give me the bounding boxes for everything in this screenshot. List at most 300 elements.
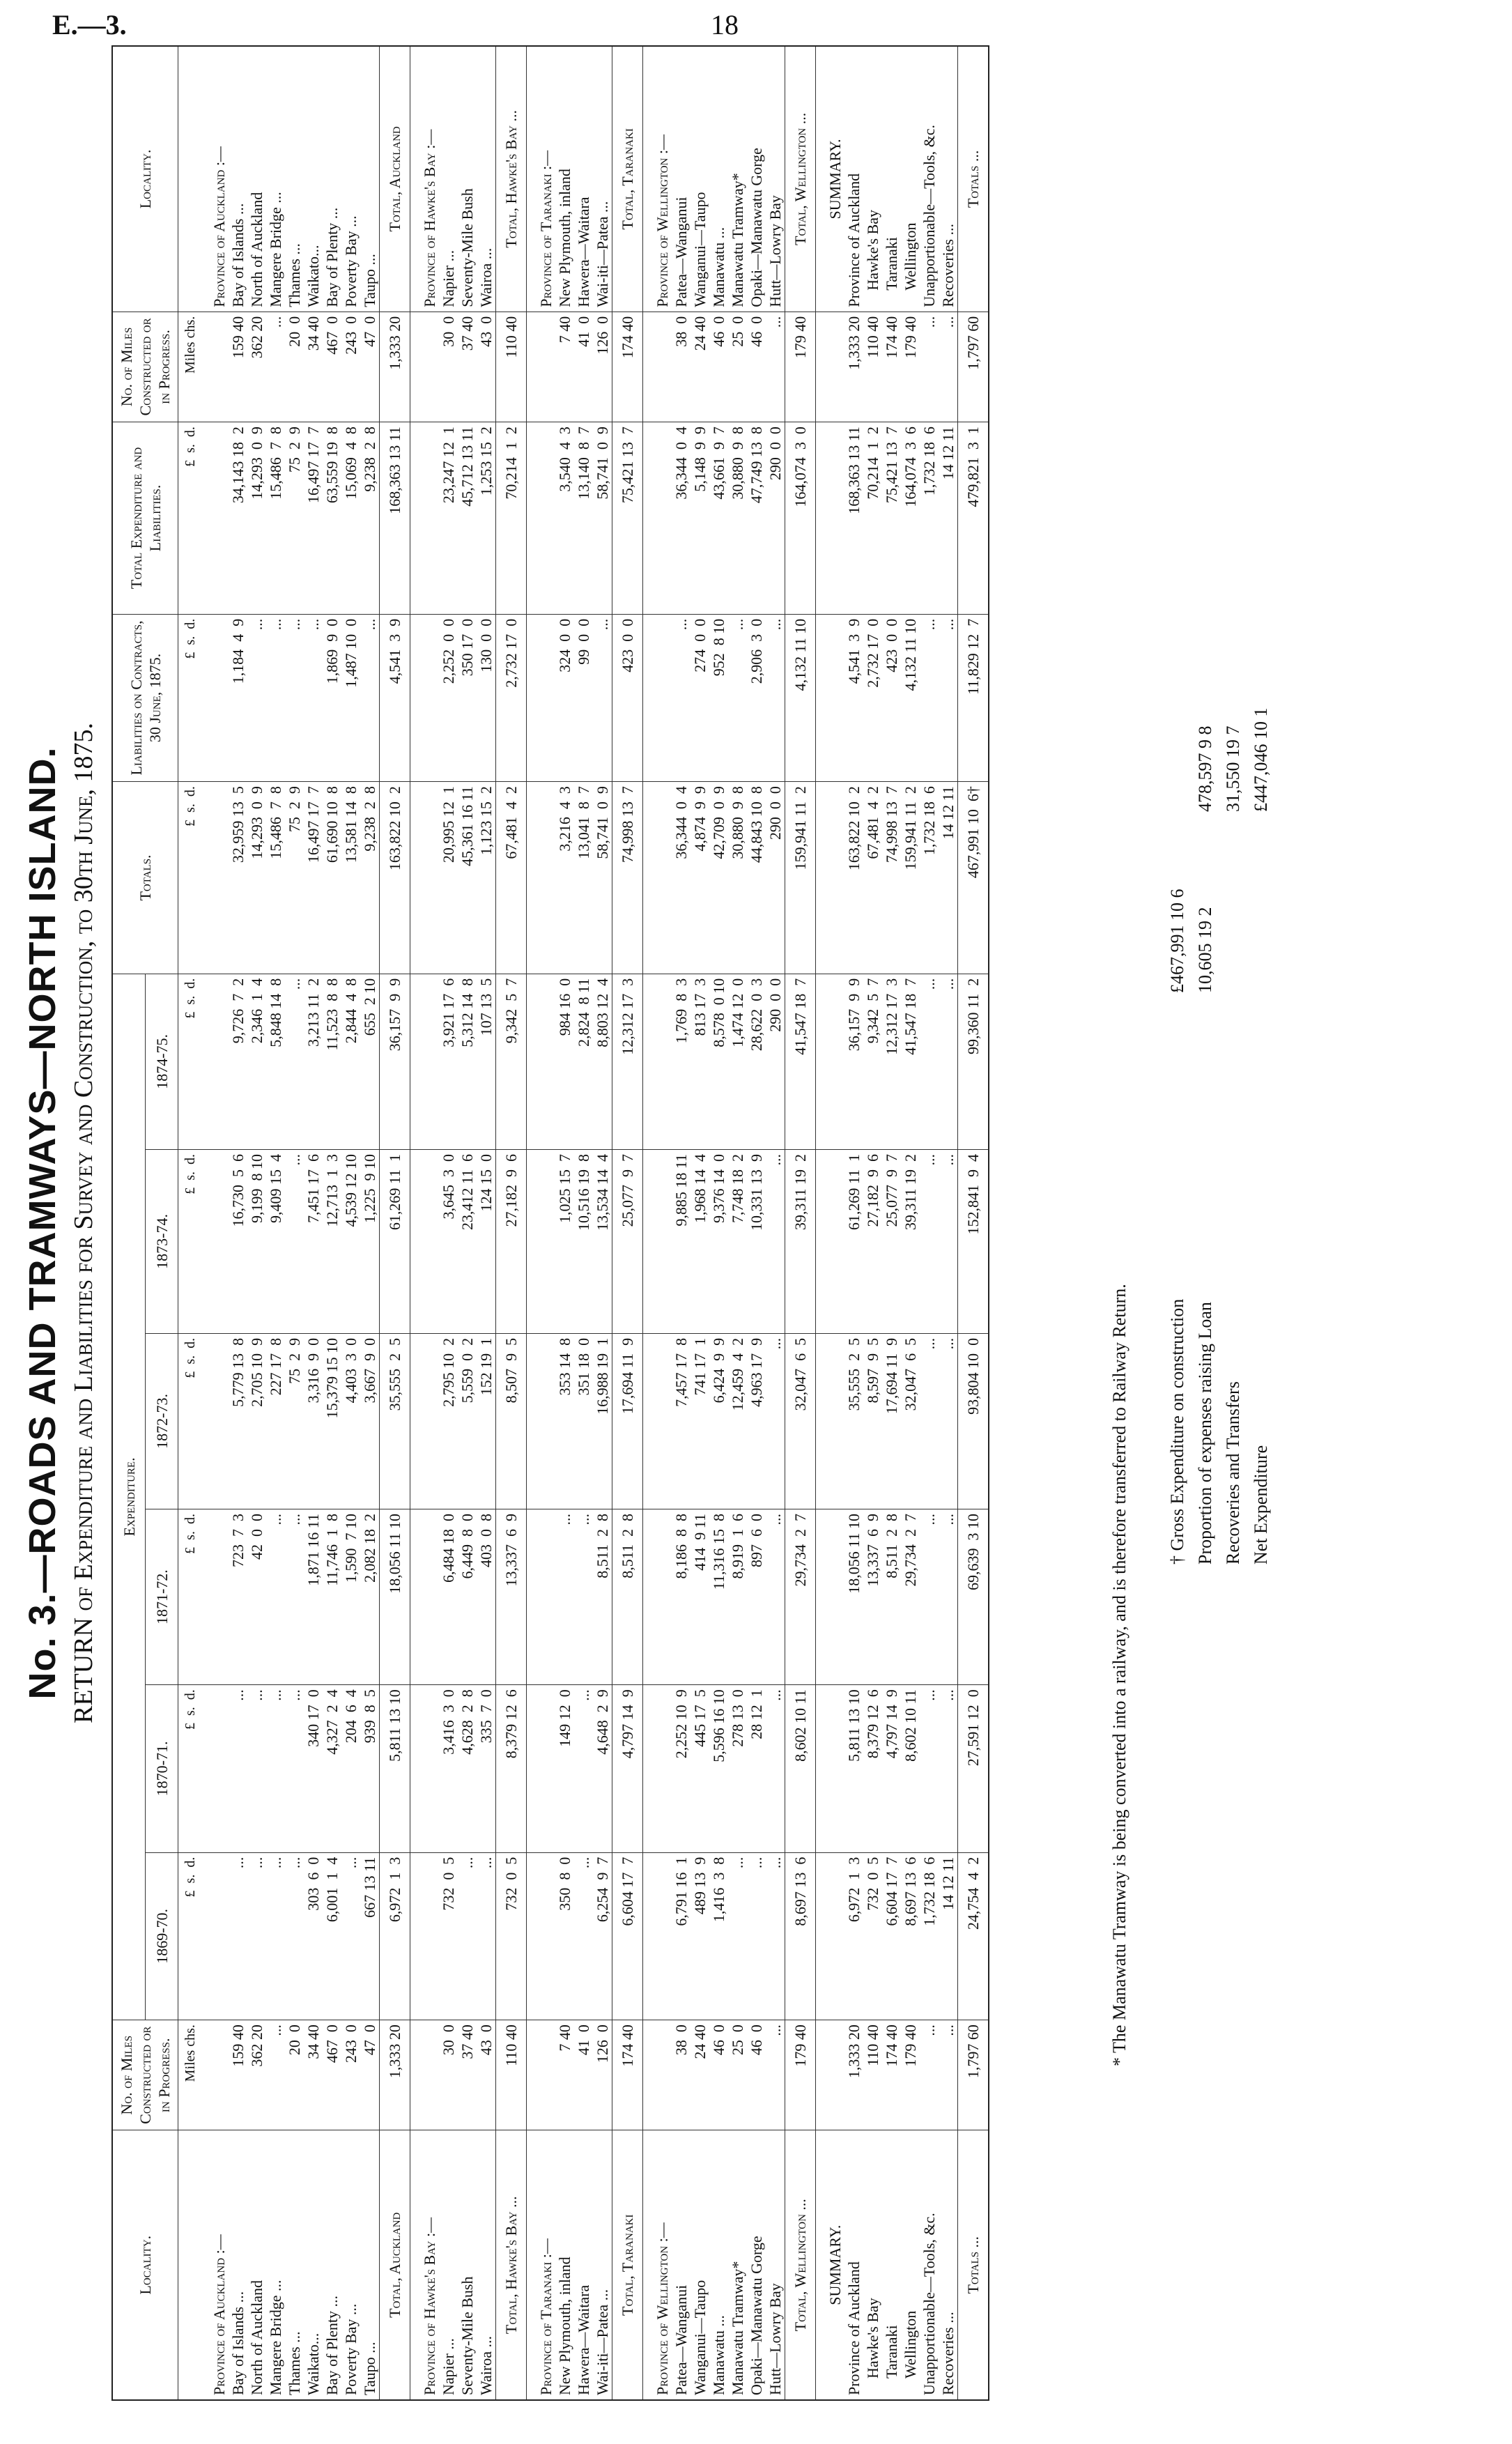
amount-cell: 3,213 11 2 [304,974,323,1149]
locality-cell-right: Mangere Bridge ... [266,46,285,312]
header-liabilities: Liabilities on Contracts, 30 June, 1875. [112,614,178,781]
miles-cell: 467 0 [323,312,341,422]
total-row [612,46,643,2400]
amount-cell: ... [920,1149,939,1333]
amount-cell [410,1333,440,1509]
amount-cell: ... [766,1509,785,1685]
amount-cell: ... [477,1852,496,2020]
amount-cell [816,1333,845,1509]
amount-cell: ... [920,1685,939,1852]
table-row [766,46,785,2400]
amount-cell: 13,337 6 9 [496,1509,527,1685]
amount-cell: 732 0 5 [496,1852,527,2020]
amount-cell: 5,811 13 10 [380,1685,410,1852]
locality-cell: Province of Auckland [844,2130,863,2400]
amount-cell: 16,497 17 7 [304,782,323,974]
amount-cell: 2,082 18 2 [360,1509,380,1685]
table-row [593,46,612,2400]
unit-lsd: £ s. d. [178,1509,201,1685]
table-row [341,46,360,2400]
locality-cell: Hutt—Lowry Bay [766,2130,785,2400]
amount-cell [643,614,672,781]
amount-cell [527,1685,556,1852]
table-row [439,46,458,2400]
amount-cell: 2,732 17 0 [496,614,527,781]
amount-cell: 6,424 9 9 [709,1333,728,1509]
amount-cell: 61,690 10 8 [323,782,341,974]
unit-miles: Miles chs. [178,312,201,422]
amount-cell: 952 8 10 [709,614,728,781]
amount-cell: 8,186 8 8 [672,1509,691,1685]
recap-net-value: £447,046 10 1 [1251,707,1271,812]
amount-cell: 11,316 15 8 [709,1509,728,1685]
amount-cell: 2,906 3 0 [747,614,766,781]
amount-cell: 168,363 13 11 [844,422,863,615]
amount-cell: 42,709 0 9 [709,782,728,974]
amount-cell [643,1685,672,1852]
amount-cell: 335 7 0 [477,1685,496,1852]
page-number: 18 [711,9,739,40]
amount-cell: 36,344 0 4 [672,782,691,974]
amount-cell [643,1509,672,1685]
document-title: No. 3.—ROADS AND TRAMWAYS—NORTH ISLAND. [22,746,63,1700]
amount-cell: 4,132 11 10 [785,614,816,781]
amount-cell: 13,041 8 7 [574,782,593,974]
amount-cell: 732 0 5 [439,1852,458,2020]
amount-cell: ... [593,614,612,781]
amount-cell: ... [939,974,958,1149]
amount-cell: 2,252 0 0 [439,614,458,781]
miles-cell: 37 40 [458,312,477,422]
amount-cell: 9,342 5 7 [863,974,882,1149]
recap-recoveries [1219,589,1247,1565]
amount-cell: 75,421 13 7 [882,422,901,615]
miles-cell [816,2020,845,2130]
amount-cell: 12,713 1 3 [323,1149,341,1333]
amount-cell: 1,474 12 0 [728,974,747,1149]
miles-cell: 7 40 [555,2020,574,2130]
amount-cell: 6,791 16 1 [672,1852,691,2020]
miles-cell: 46 0 [747,2020,766,2130]
amount-cell: 8,511 2 8 [612,1509,643,1685]
miles-cell: 25 0 [728,312,747,422]
recap-gross [1164,589,1191,1565]
amount-cell: 7,748 18 2 [728,1149,747,1333]
locality-cell-right: Province of Taranaki :— [527,46,556,312]
amount-cell: ... [229,1685,247,1852]
amount-cell: 124 15 0 [477,1149,496,1333]
amount-cell: 667 13 11 [360,1852,380,2020]
locality-cell-right: New Plymouth, inland [555,46,574,312]
amount-cell: 27,182 9 6 [863,1149,882,1333]
table-row [477,46,496,2400]
amount-cell: 39,311 19 2 [901,1149,920,1333]
amount-cell: 479,821 3 1 [958,422,989,615]
amount-cell: 107 13 5 [477,974,496,1149]
amount-cell: 4,963 17 9 [747,1333,766,1509]
amount-cell: 12,312 17 3 [882,974,901,1149]
header-year-1871: 1871-72. [146,1509,178,1685]
table-row [939,46,958,2400]
footnotes [1108,394,1132,2066]
amount-cell [527,1149,556,1333]
miles-cell: 243 0 [341,312,360,422]
amount-cell: 16,730 5 6 [229,1149,247,1333]
amount-cell: 61,269 11 1 [380,1149,410,1333]
amount-cell: 2,795 10 2 [439,1333,458,1509]
amount-cell [200,422,229,615]
amount-cell: 6,449 8 0 [458,1509,477,1685]
miles-cell [410,2020,440,2130]
amount-cell: 93,804 10 0 [958,1333,989,1509]
locality-cell: Province of Taranaki :— [527,2130,556,2400]
table-row [844,46,863,2400]
amount-cell: 8,511 2 8 [593,1509,612,1685]
locality-cell: New Plymouth, inland [555,2130,574,2400]
table-row [920,46,939,2400]
locality-cell: Wairoa ... [477,2130,496,2400]
amount-cell: ... [458,1852,477,2020]
header-locality-right: Locality. [112,46,178,312]
amount-cell [816,614,845,781]
miles-cell: ... [939,2020,958,2130]
amount-cell: 32,959 13 5 [229,782,247,974]
amount-cell [527,782,556,974]
amount-cell [200,1852,229,2020]
amount-cell [410,974,440,1149]
locality-cell: Totals ... [958,2130,989,2400]
locality-cell-right: Thames ... [285,46,304,312]
amount-cell: 70,214 1 2 [863,422,882,615]
amount-cell: 34,143 18 2 [229,422,247,615]
amount-cell: 16,988 19 1 [593,1333,612,1509]
amount-cell: 30,880 9 8 [728,782,747,974]
locality-cell-right: Opaki—Manawatu Gorge [747,46,766,312]
amount-cell: ... [766,1333,785,1509]
amount-cell: 29,734 2 7 [785,1509,816,1685]
amount-cell: 445 17 5 [691,1685,709,1852]
amount-cell: ... [285,1149,304,1333]
locality-cell: Taupo ... [360,2130,380,2400]
unit-miles: Miles chs. [178,2020,201,2130]
locality-cell-right: Taupo ... [360,46,380,312]
units-row [178,46,201,2400]
table-row [672,46,691,2400]
amount-cell: 75 2 9 [285,782,304,974]
expenditure-recap [1164,589,1275,1565]
amount-cell: 227 17 8 [266,1333,285,1509]
amount-cell: 164,074 3 6 [901,422,920,615]
locality-cell-right: Patea—Wanganui [672,46,691,312]
amount-cell: ... [939,1333,958,1509]
unit-lsd: £ s. d. [178,422,201,615]
total-row [785,46,816,2400]
amount-cell: 13,581 14 8 [341,782,360,974]
header-miles-right: No. of Miles Constructed or in Progress. [112,312,178,422]
header-miles: No. of Miles Constructed or in Progress. [112,2020,178,2130]
amount-cell: 3,416 3 0 [439,1685,458,1852]
recap-recoveries-value: 31,550 19 7 [1223,725,1243,812]
footnote-tramway: * The Manawatu Tramway is being converted into a railway, and is therefore transferred to Railway Return. [1109,1284,1129,2066]
locality-cell-right: Hutt—Lowry Bay [766,46,785,312]
header-totals: Totals. [112,782,178,974]
miles-cell: 243 0 [341,2020,360,2130]
locality-cell: Seventy-Mile Bush [458,2130,477,2400]
amount-cell: 27,591 12 0 [958,1685,989,1852]
amount-cell: ... [266,1685,285,1852]
amount-cell: 74,998 13 7 [612,782,643,974]
locality-cell: Bay of Islands ... [229,2130,247,2400]
miles-cell: 174 40 [882,2020,901,2130]
locality-cell: Waikato... [304,2130,323,2400]
total-row [496,46,527,2400]
amount-cell: ... [766,1149,785,1333]
amount-cell [410,614,440,781]
amount-cell [527,1333,556,1509]
miles-cell [816,312,845,422]
amount-cell: 4,628 2 8 [458,1685,477,1852]
amount-cell: 67,481 4 2 [863,782,882,974]
amount-cell: ... [285,1685,304,1852]
miles-cell: 46 0 [747,312,766,422]
amount-cell: 423 0 0 [882,614,901,781]
amount-cell: 423 0 0 [612,614,643,781]
amount-cell: 1,732 18 6 [920,782,939,974]
miles-cell: 174 40 [612,2020,643,2130]
amount-cell: 20,995 12 1 [439,782,458,974]
locality-cell-right: Recoveries ... [939,46,958,312]
table-row [709,46,728,2400]
amount-cell: ... [247,1852,266,2020]
amount-cell: 35,555 2 5 [380,1333,410,1509]
amount-cell [200,1149,229,1333]
amount-cell: 340 17 0 [304,1685,323,1852]
amount-cell: 3,316 9 0 [304,1333,323,1509]
miles-cell: 20 0 [285,2020,304,2130]
amount-cell: 18,056 11 10 [380,1509,410,1685]
amount-cell: 99,360 11 2 [958,974,989,1149]
locality-cell: SUMMARY. [816,2130,845,2400]
miles-cell: ... [920,312,939,422]
amount-cell: 290 0 0 [766,974,785,1149]
amount-cell: 159,941 11 2 [785,782,816,974]
amount-cell: 9,238 2 8 [360,782,380,974]
amount-cell: ... [360,614,380,781]
miles-cell: 362 20 [247,2020,266,2130]
amount-cell: 3,645 3 0 [439,1149,458,1333]
amount-cell: 27,182 9 6 [496,1149,527,1333]
locality-cell: Wai-iti—Patea ... [593,2130,612,2400]
amount-cell: 42 0 0 [247,1509,266,1685]
amount-cell: 10,331 13 9 [747,1149,766,1333]
amount-cell: 16,497 17 7 [304,422,323,615]
amount-cell: 11,829 12 7 [958,614,989,781]
amount-cell: 75 2 9 [285,422,304,615]
amount-cell: 6,254 9 7 [593,1852,612,2020]
amount-cell: 44,843 10 8 [747,782,766,974]
miles-cell: 126 0 [593,312,612,422]
locality-cell-right: Total, Taranaki [612,46,643,312]
amount-cell: 1,487 10 0 [341,614,360,781]
amount-cell [816,1852,845,2020]
amount-cell [816,422,845,615]
locality-cell: Total, Taranaki [612,2130,643,2400]
locality-cell: Hawera—Waitara [574,2130,593,2400]
amount-cell: ... [285,1509,304,1685]
amount-cell: 4,797 14 9 [882,1685,901,1852]
table-row [863,46,882,2400]
amount-cell: 6,484 18 0 [439,1509,458,1685]
amount-cell: 2,844 4 8 [341,974,360,1149]
amount-cell [643,974,672,1149]
table-row [458,46,477,2400]
amount-cell: 204 6 4 [341,1685,360,1852]
amount-cell: 5,596 16 10 [709,1685,728,1852]
amount-cell: 8,697 13 6 [785,1852,816,2020]
amount-cell: 3,667 9 0 [360,1333,380,1509]
amount-cell: 1,732 18 6 [920,1852,939,2020]
amount-cell: 489 13 9 [691,1852,709,2020]
amount-cell: 23,412 11 6 [458,1149,477,1333]
miles-cell: 38 0 [672,2020,691,2130]
miles-cell: 1,797 60 [958,312,989,422]
amount-cell: 1,869 9 0 [323,614,341,781]
amount-cell: 163,822 10 2 [380,782,410,974]
amount-cell: 4,132 11 10 [901,614,920,781]
amount-cell: 30,880 9 8 [728,422,747,615]
amount-cell: 36,344 0 4 [672,422,691,615]
amount-cell [643,422,672,615]
miles-cell: 110 40 [496,312,527,422]
amount-cell: 41,547 18 7 [785,974,816,1149]
header-year-1870: 1870-71. [146,1685,178,1852]
amount-cell: 6,604 17 7 [612,1852,643,2020]
locality-cell: Total, Hawke's Bay ... [496,2130,527,2400]
amount-cell: 5,559 0 2 [458,1333,477,1509]
amount-cell [643,1333,672,1509]
amount-cell: 2,252 10 9 [672,1685,691,1852]
miles-cell: 110 40 [863,2020,882,2130]
amount-cell: 9,376 14 0 [709,1149,728,1333]
return-table [111,45,989,2401]
unit-lsd: £ s. d. [178,614,201,781]
miles-cell: 30 0 [439,2020,458,2130]
amount-cell: 5,779 13 8 [229,1333,247,1509]
recap-net [1247,589,1275,1565]
amount-cell: 28,622 0 3 [747,974,766,1149]
amount-cell: 4,539 12 10 [341,1149,360,1333]
miles-cell: 1,797 60 [958,2020,989,2130]
amount-cell: 7,457 17 8 [672,1333,691,1509]
miles-cell [527,312,556,422]
amount-cell [410,422,440,615]
amount-cell [527,974,556,1149]
table-row [574,46,593,2400]
amount-cell [200,974,229,1149]
miles-cell: 43 0 [477,2020,496,2130]
miles-cell: 20 0 [285,312,304,422]
amount-cell: 1,732 18 6 [920,422,939,615]
amount-cell: 1,253 15 2 [477,422,496,615]
table-row [285,46,304,2400]
miles-cell: 174 40 [882,312,901,422]
amount-cell: 152,841 9 4 [958,1149,989,1333]
amount-cell: 14 12 11 [939,1852,958,2020]
amount-cell: ... [285,1852,304,2020]
amount-cell: 2,705 10 9 [247,1333,266,1509]
miles-cell [200,2020,229,2130]
table-row [555,46,574,2400]
locality-cell: Province of Hawke's Bay :— [410,2130,440,2400]
locality-cell: Hawke's Bay [863,2130,882,2400]
table-row [747,46,766,2400]
locality-cell-right: Province of Hawke's Bay :— [410,46,440,312]
amount-cell: 47,749 13 8 [747,422,766,615]
amount-cell: 350 17 0 [458,614,477,781]
recap-gross-value: £467,991 10 6 [1167,889,1187,993]
amount-cell: 8,602 10 11 [785,1685,816,1852]
recap-sum-value: 478,597 9 8 [1195,725,1215,812]
amount-cell [410,1509,440,1685]
amount-cell: 278 13 0 [728,1685,747,1852]
amount-cell [200,1333,229,1509]
amount-cell: 45,712 13 11 [458,422,477,615]
amount-cell: 939 8 5 [360,1685,380,1852]
locality-cell-right: Wairoa ... [477,46,496,312]
amount-cell: 74,998 13 7 [882,782,901,974]
amount-cell: 14,293 0 9 [247,422,266,615]
amount-cell: ... [341,1852,360,2020]
amount-cell: 4,874 9 9 [691,782,709,974]
amount-cell: 414 9 11 [691,1509,709,1685]
amount-cell: ... [939,1685,958,1852]
amount-cell: 2,732 17 0 [863,614,882,781]
amount-cell: 1,025 15 7 [555,1149,574,1333]
table-row [266,46,285,2400]
miles-cell: 179 40 [785,312,816,422]
amount-cell: 130 0 0 [477,614,496,781]
amount-cell: 8,507 9 5 [496,1333,527,1509]
amount-cell: 984 16 0 [555,974,574,1149]
amount-cell [643,782,672,974]
locality-cell: Patea—Wanganui [672,2130,691,2400]
amount-cell: 13,337 6 9 [863,1509,882,1685]
locality-cell-right: Wanganui—Taupo [691,46,709,312]
miles-cell: ... [920,2020,939,2130]
locality-cell: Manawatu Tramway* [728,2130,747,2400]
amount-cell: 15,069 4 8 [341,422,360,615]
locality-cell: Opaki—Manawatu Gorge [747,2130,766,2400]
locality-cell-right: Total, Hawke's Bay ... [496,46,527,312]
amount-cell: 353 14 8 [555,1333,574,1509]
unit-lsd: £ s. d. [178,1852,201,2020]
amount-cell: 5,148 9 9 [691,422,709,615]
amount-cell: 8,697 13 6 [901,1852,920,2020]
recap-net-label: Net Expenditure [1251,1445,1271,1565]
amount-cell [643,1149,672,1333]
header-locality: Locality. [112,2130,178,2400]
amount-cell: 1,871 16 11 [304,1509,323,1685]
miles-cell: 37 40 [458,2020,477,2130]
amount-cell: ... [229,1852,247,2020]
amount-cell: 28 12 1 [747,1685,766,1852]
locality-cell-right: Total, Wellington ... [785,46,816,312]
amount-cell: 403 0 8 [477,1509,496,1685]
total-row [380,46,410,2400]
miles-cell [410,312,440,422]
locality-cell-right: Seventy-Mile Bush [458,46,477,312]
amount-cell: 324 0 0 [555,614,574,781]
